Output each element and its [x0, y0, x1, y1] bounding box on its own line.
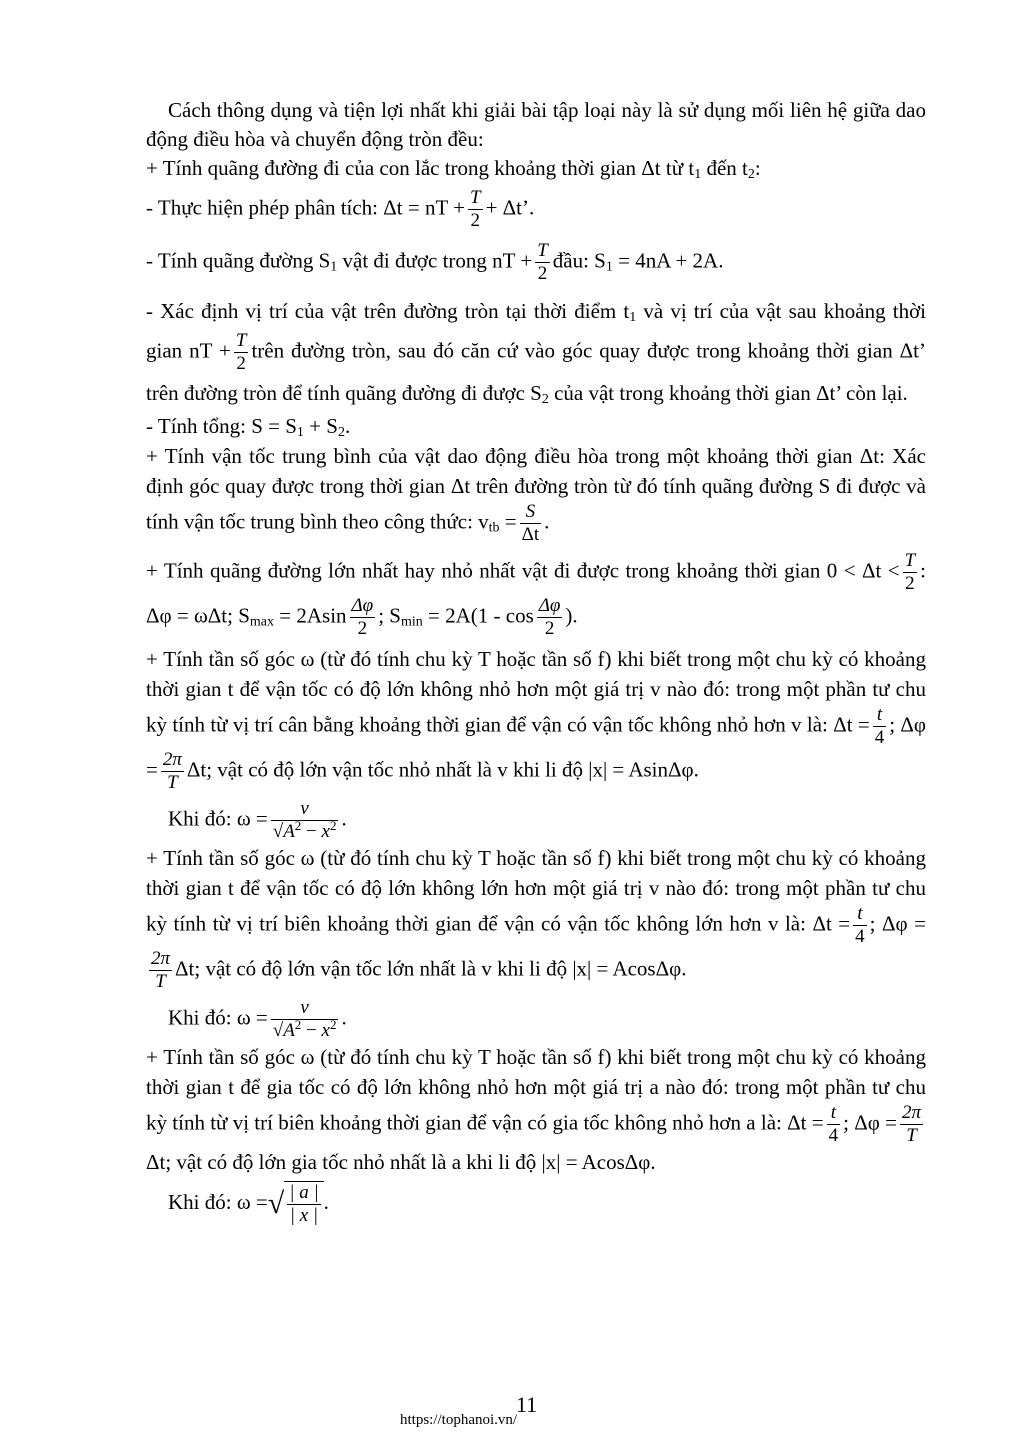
sqrt-sign: √	[272, 821, 284, 842]
denominator: Δt	[521, 524, 540, 545]
text: ).	[565, 603, 578, 628]
step-sum	[146, 412, 926, 441]
fraction-t-over-2	[535, 240, 550, 285]
numerator: T	[470, 187, 481, 208]
text: .	[341, 1005, 347, 1030]
text: + Δt’.	[485, 195, 535, 220]
subscript: tb	[488, 520, 500, 536]
step-position	[146, 293, 926, 412]
paragraph-max-min-distance	[146, 550, 926, 640]
numerator: T	[904, 550, 916, 571]
numerator: Δφ	[351, 595, 374, 616]
denominator: T	[155, 971, 166, 992]
radicand	[284, 1181, 323, 1227]
text: .	[341, 806, 347, 831]
text: + Tính tần số góc ω (từ đó tính chu kỳ T hoặc tần số f) khi biết trong một chu kỳ có khoảng thời gian t để vận tốc có độ lớn không lớn hơn một giá trị v nào đó: trong một phần tư chu kỳ tính từ vị trí biên khoảng thời gian để vận có vận tốc không lớn hơn v là: Δt =	[146, 846, 926, 936]
text: Δt; vật có độ lớn gia tốc nhỏ nhất là a khi li độ |x| = AcosΔφ.	[146, 1150, 656, 1174]
page-number: 11	[516, 1392, 538, 1417]
text: - Thực hiện phép phân tích: Δt = nT +	[146, 195, 465, 220]
text: đầu: S	[552, 248, 606, 273]
denominator: 2	[236, 353, 246, 374]
subscript: 1	[605, 259, 613, 275]
denominator: 2	[905, 573, 915, 594]
fraction-v-over-sqrt	[271, 798, 339, 843]
fraction-2pi-over-t	[149, 948, 172, 993]
subscript: 2	[747, 167, 755, 182]
denominator	[271, 1017, 339, 1042]
denominator: T	[167, 772, 178, 793]
text: .	[323, 1189, 329, 1214]
superscript: 2	[294, 818, 302, 833]
text: = 2Asin	[274, 603, 347, 628]
sqrt-sign: √	[272, 1020, 284, 1041]
minus: −	[301, 1020, 322, 1041]
text: =	[499, 509, 517, 534]
numerator: v	[271, 798, 339, 821]
footer-url[interactable]: https://tophanoi.vn/	[400, 1412, 518, 1428]
denominator: 2	[537, 263, 548, 284]
text: - Tính tổng: S = S	[146, 414, 297, 438]
text: : Δφ = ωΔt; S	[146, 558, 926, 628]
text: Δt; vật có độ lớn vận tốc nhỏ nhất là v khi li độ |x| = AsinΔφ.	[186, 757, 699, 782]
superscript: 2	[294, 1017, 302, 1032]
sqrt-sign: √	[267, 1187, 285, 1220]
subscript: max	[249, 614, 275, 630]
var-x: x	[321, 1020, 330, 1041]
fraction-t-over-4	[873, 704, 887, 749]
denominator	[271, 818, 339, 843]
fraction-dphi-over-2	[350, 595, 376, 640]
numerator: T	[235, 330, 247, 351]
numerator: Δφ	[538, 595, 561, 616]
denominator: 4	[874, 727, 885, 748]
text: + S	[303, 414, 338, 438]
minus: −	[301, 821, 322, 842]
var-x: x	[321, 821, 330, 842]
text: + Tính tần số góc ω (từ đó tính chu kỳ T hoặc tần số f) khi biết trong một chu kỳ có khoảng thời gian t để gia tốc có độ lớn không nhỏ hơn một giá trị a nào đó: trong một phần tư chu kỳ tính từ vị trí biên khoảng thời gian để vận có gia tốc không nhỏ hơn a là: Δt =	[146, 1045, 926, 1135]
numerator: t	[827, 1102, 841, 1125]
step-s1	[146, 240, 926, 285]
numerator: | a |	[289, 1182, 319, 1203]
text: = 4nA + 2A.	[612, 248, 724, 273]
numerator: S	[520, 501, 542, 524]
subscript: 2	[541, 392, 549, 407]
subscript: 1	[330, 259, 338, 275]
step-analysis	[146, 187, 926, 232]
numerator: 2π	[151, 948, 171, 969]
text: .	[344, 414, 351, 438]
radicand	[283, 820, 336, 842]
fraction-2pi-over-t	[900, 1102, 923, 1147]
numerator: T	[537, 240, 548, 261]
fraction-t-over-4	[853, 903, 867, 948]
superscript: 2	[329, 818, 337, 833]
var-a: A	[283, 821, 295, 842]
text: = 2A(1 - cos	[422, 603, 534, 628]
page-content	[146, 96, 926, 1227]
sqrt-abs-a-over-abs-x	[268, 1181, 324, 1227]
text: vật đi được trong nT +	[337, 248, 533, 273]
subscript: min	[400, 614, 423, 630]
paragraph-omega-acceleration	[146, 1042, 926, 1177]
paragraph-omega-velocity-min	[146, 644, 926, 794]
numerator: v	[271, 997, 339, 1020]
subscript: 1	[694, 167, 702, 182]
paragraph-distance	[146, 154, 926, 183]
intro-paragraph	[146, 96, 926, 154]
text: Khi đó: ω =	[168, 1005, 268, 1030]
denominator: 2	[357, 618, 368, 639]
text: + Tính tần số góc ω (từ đó tính chu kỳ T hoặc tần số f) khi biết trong một chu kỳ có khoảng thời gian t để vận tốc có độ lớn không nhỏ hơn một giá trị v nào đó: trong một phần tư chu kỳ tính từ vị trí cân bằng khoảng thời gian để vận có vận tốc không nhỏ hơn v là: Δt =	[146, 647, 926, 737]
fraction-t-over-2	[234, 330, 249, 375]
text: Cách thông dụng và tiện lợi nhất khi giải bài tập loại này là sử dụng mối liên hệ giữa dao động điều hòa và chuyển động tròn đều:	[146, 98, 926, 151]
text: đến t	[701, 156, 748, 180]
text: + Tính quãng đường đi của con lắc trong khoảng thời gian Δt từ t	[146, 156, 695, 180]
text: ; Δφ =	[843, 1110, 897, 1135]
subscript: 2	[337, 425, 345, 440]
denominator: | x |	[289, 1205, 319, 1226]
text: Δt; vật có độ lớn vận tốc lớn nhất là v khi li độ |x| = AcosΔφ.	[175, 956, 687, 981]
superscript: 2	[329, 1017, 337, 1032]
denominator: 2	[470, 210, 481, 231]
denominator: 4	[855, 926, 865, 947]
text: :	[754, 156, 761, 180]
text: và vị trí của vật sau khoảng thời gian nT +	[146, 299, 927, 363]
fraction-v-over-sqrt	[271, 997, 339, 1042]
numerator: 2π	[162, 749, 182, 770]
subscript: 1	[296, 425, 304, 440]
fraction-t-over-2	[468, 187, 483, 232]
fraction-2pi-over-t	[161, 749, 184, 794]
text: Khi đó: ω =	[168, 806, 268, 831]
denominator: 2	[544, 618, 555, 639]
numerator: t	[853, 903, 867, 926]
text: trên đường tròn, sau đó căn cứ vào góc quay được trong khoảng thời gian Δt’ trên đường tròn để tính quãng đường đi được S	[146, 338, 926, 405]
var-a: A	[283, 1020, 295, 1041]
denominator: 4	[828, 1125, 839, 1146]
text: Khi đó: ω =	[168, 1189, 268, 1214]
formula-omega-3	[146, 1181, 926, 1227]
text: của vật trong khoảng thời gian Δt’ còn lại.	[548, 381, 908, 405]
text: - Xác định vị trí của vật trên đường tròn tại thời điểm t	[146, 299, 630, 323]
text: - Tính quãng đường S	[146, 248, 331, 273]
denominator: T	[906, 1125, 917, 1146]
subscript: 1	[629, 310, 637, 325]
text: + Tính vận tốc trung bình của vật dao động điều hòa trong một khoảng thời gian Δt: Xác định góc quay được trong thời gian Δt trên đường tròn từ đó tính quãng đường S đi được và tính vận tốc trung bình theo công thức: v	[146, 444, 926, 534]
text: ; Δφ =	[869, 911, 926, 936]
fraction-s-over-dt	[520, 501, 542, 546]
radicand	[283, 1019, 336, 1041]
text: ; S	[378, 603, 401, 628]
paragraph-omega-velocity-max	[146, 843, 926, 993]
numerator: t	[873, 704, 887, 727]
text: .	[544, 509, 550, 534]
fraction-t-over-2	[903, 550, 918, 595]
formula-omega-2	[146, 997, 926, 1042]
fraction-dphi-over-2	[537, 595, 563, 640]
text: ; Δφ =	[146, 712, 926, 782]
fraction-t-over-4	[827, 1102, 841, 1147]
text: + Tính quãng đường lớn nhất hay nhỏ nhất vật đi được trong khoảng thời gian 0 < Δt <	[146, 558, 900, 583]
formula-omega-1	[146, 798, 926, 843]
paragraph-average-speed	[146, 441, 926, 546]
numerator: 2π	[901, 1102, 921, 1123]
fraction-abs	[287, 1182, 320, 1227]
